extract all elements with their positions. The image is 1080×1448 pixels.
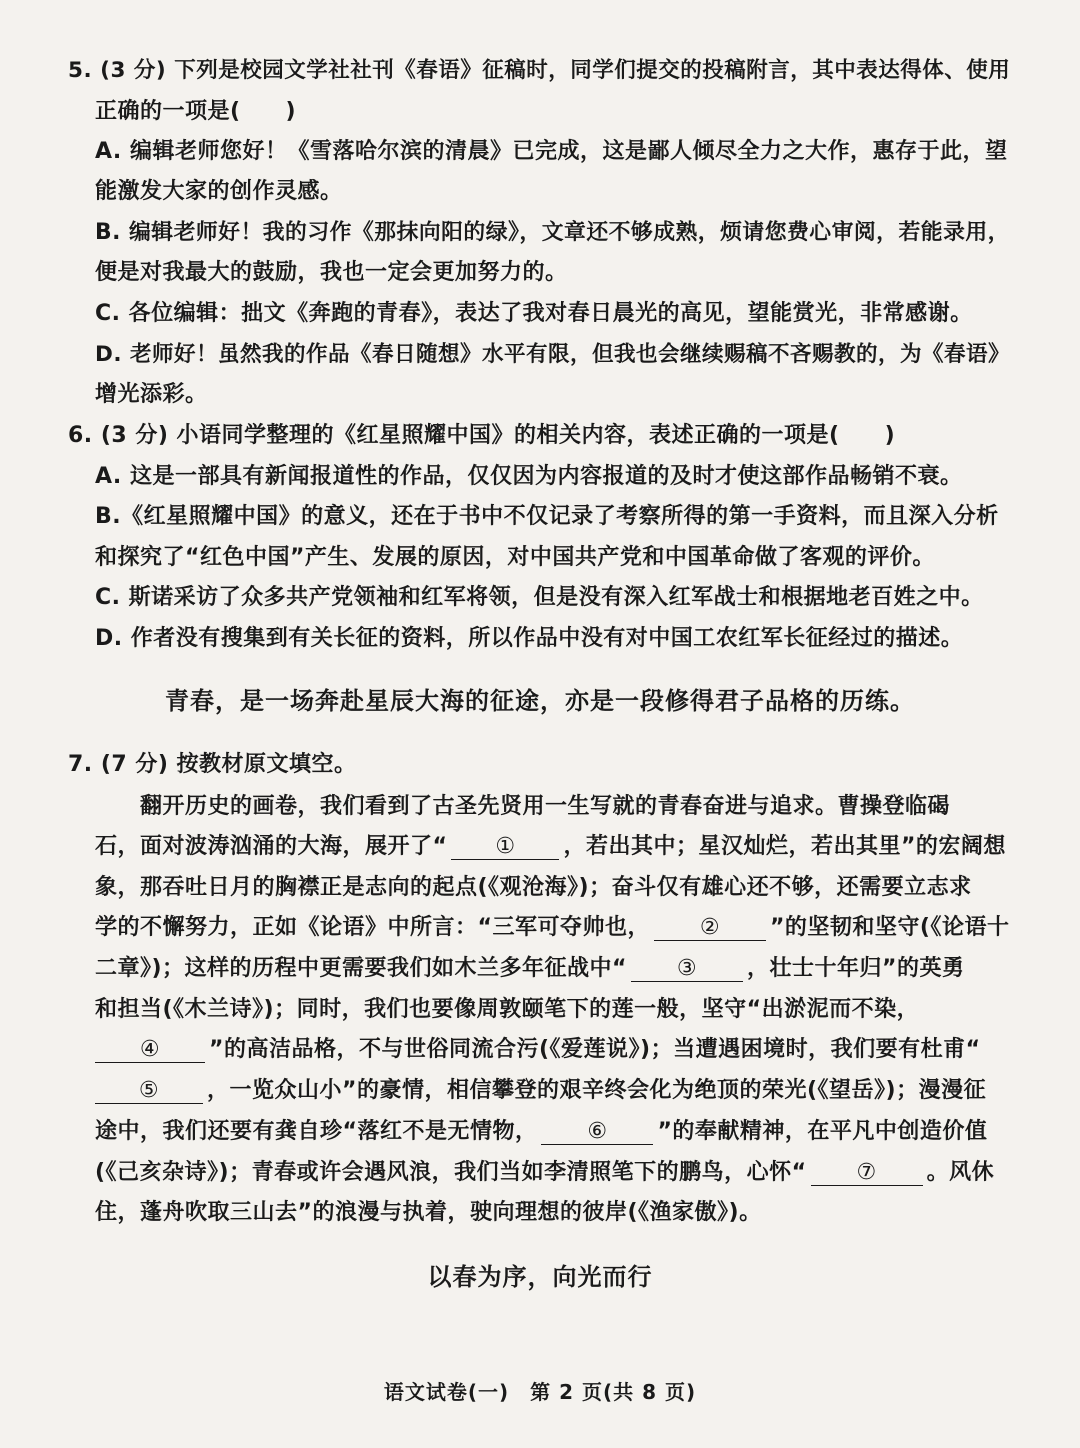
q6-option-d: D. 作者没有搜集到有关长征的资料，所以作品中没有对中国工农红军长征经过的描述。 bbox=[95, 626, 964, 651]
fill-blank-5[interactable]: ⑤ bbox=[95, 1079, 203, 1104]
q7-l2-text-a: 石，面对波涛汹涌的大海，展开了“ bbox=[95, 834, 448, 859]
q5-option-a-line1: A. 编辑老师您好！《雪落哈尔滨的清晨》已完成，这是鄙人倾尽全力之大作，惠存于此，望 bbox=[95, 139, 1008, 164]
q7-l8-text-b: ，一览众山小”的豪情，相信攀登的艰辛终会化为绝顶的荣光(《望岳》)；漫漫征 bbox=[207, 1078, 987, 1103]
q6-option-b-line2: 和探究了“红色中国”产生、发展的原因，对中国共产党和中国革命做了客观的评价。 bbox=[95, 545, 935, 570]
q5-option-d-line1: D. 老师好！虽然我的作品《春日随想》水平有限，但我也会继续赐稿不吝赐教的，为《春语》 bbox=[95, 342, 1011, 367]
page-footer: 语文试卷(一) 第 2 页(共 8 页) bbox=[383, 1380, 697, 1404]
q7-stem: 7. (7 分) 按教材原文填空。 bbox=[68, 752, 357, 777]
q7-l9-text-a: 途中，我们还要有龚自珍“落红不是无情物， bbox=[95, 1119, 538, 1144]
q7-passage-line4 bbox=[95, 913, 1009, 943]
q5-option-b-line2: 便是对我最大的鼓励，我也一定会更加努力的。 bbox=[95, 260, 568, 285]
q5-option-b-line1: B. 编辑老师好！我的习作《那抹向阳的绿》，文章还不够成熟，烦请您费心审阅，若能录用， bbox=[95, 220, 1010, 245]
q7-passage-line9 bbox=[95, 1117, 987, 1147]
q7-l5-text-b: ，壮士十年归”的英勇 bbox=[747, 956, 965, 981]
q5-stem-line2: 正确的一项是( ) bbox=[95, 99, 297, 124]
section-heading-youth: 青春，是一场奔赴星辰大海的征途，亦是一段修得君子品格的历练。 bbox=[165, 687, 915, 715]
fill-blank-1[interactable]: ① bbox=[451, 835, 559, 860]
q7-passage-line1: 翻开历史的画卷，我们看到了古圣先贤用一生写就的青春奋进与追求。曹操登临碣 bbox=[140, 794, 951, 819]
fill-blank-3[interactable]: ③ bbox=[631, 957, 743, 982]
q7-passage-line5 bbox=[95, 954, 964, 984]
q7-passage-line8 bbox=[95, 1076, 986, 1106]
q7-passage-line3: 象，那吞吐日月的胸襟正是志向的起点(《观沧海》)；奋斗仅有雄心还不够，还需要立志求 bbox=[95, 875, 972, 900]
q7-l7-text-b: ”的高洁品格，不与世俗同流合污(《爱莲说》)；当遭遇困境时，我们要有杜甫“ bbox=[209, 1037, 981, 1062]
q7-l10-text-a: (《己亥杂诗》)；青春或许会遇风浪，我们当如李清照笔下的鹏鸟，心怀“ bbox=[95, 1160, 807, 1185]
q7-l2-text-b: ，若出其中；星汉灿烂，若出其里”的宏阔想 bbox=[563, 834, 1006, 859]
q7-l9-text-b: ”的奉献精神，在平凡中创造价值 bbox=[657, 1119, 988, 1144]
fill-blank-6[interactable]: ⑥ bbox=[541, 1120, 653, 1145]
q5-stem-line1: 5. (3 分) 下列是校园文学社社刊《春语》征稿时，同学们提交的投稿附言，其中表达得体、使用 bbox=[68, 58, 1011, 83]
section-heading-spring: 以春为序，向光而行 bbox=[427, 1263, 653, 1291]
q6-option-c: C. 斯诺采访了众多共产党领袖和红军将领，但是没有深入红军战士和根据地老百姓之中。 bbox=[95, 585, 984, 610]
q7-passage-line10 bbox=[95, 1158, 994, 1188]
q5-option-a-line2: 能激发大家的创作灵感。 bbox=[95, 179, 343, 204]
q7-passage-line2 bbox=[95, 832, 1006, 862]
fill-blank-4[interactable]: ④ bbox=[95, 1038, 205, 1063]
q6-option-a: A. 这是一部具有新闻报道性的作品，仅仅因为内容报道的及时才使这部作品畅销不衰。 bbox=[95, 464, 963, 489]
q6-option-b-line1: B.《红星照耀中国》的意义，还在于书中不仅记录了考察所得的第一手资料，而且深入分析 bbox=[95, 504, 999, 529]
q5-option-d-line2: 增光添彩。 bbox=[95, 382, 208, 407]
q7-l4-text-a: 学的不懈努力，正如《论语》中所言：“三军可夺帅也， bbox=[95, 915, 650, 940]
q7-l5-text-a: 二章》)；这样的历程中更需要我们如木兰多年征战中“ bbox=[95, 956, 628, 981]
q6-stem: 6. (3 分) 小语同学整理的《红星照耀中国》的相关内容，表述正确的一项是( ) bbox=[68, 423, 896, 448]
q7-l4-text-b: ”的坚韧和坚守(《论语十 bbox=[769, 915, 1010, 940]
fill-blank-7[interactable]: ⑦ bbox=[811, 1161, 923, 1186]
q5-option-c: C. 各位编辑：拙文《奔跑的青春》，表达了我对春日晨光的高见，望能赏光，非常感谢。 bbox=[95, 301, 973, 326]
q7-passage-line11: 住，蓬舟吹取三山去”的浪漫与执着，驶向理想的彼岸(《渔家傲》)。 bbox=[95, 1200, 762, 1225]
q7-passage-line6: 和担当(《木兰诗》)；同时，我们也要像周敦颐笔下的莲一般，坚守“出淤泥而不染， bbox=[95, 997, 920, 1022]
q7-l10-text-b: 。风休 bbox=[926, 1160, 995, 1185]
fill-blank-2[interactable]: ② bbox=[654, 916, 766, 941]
q7-passage-line7 bbox=[95, 1035, 981, 1065]
